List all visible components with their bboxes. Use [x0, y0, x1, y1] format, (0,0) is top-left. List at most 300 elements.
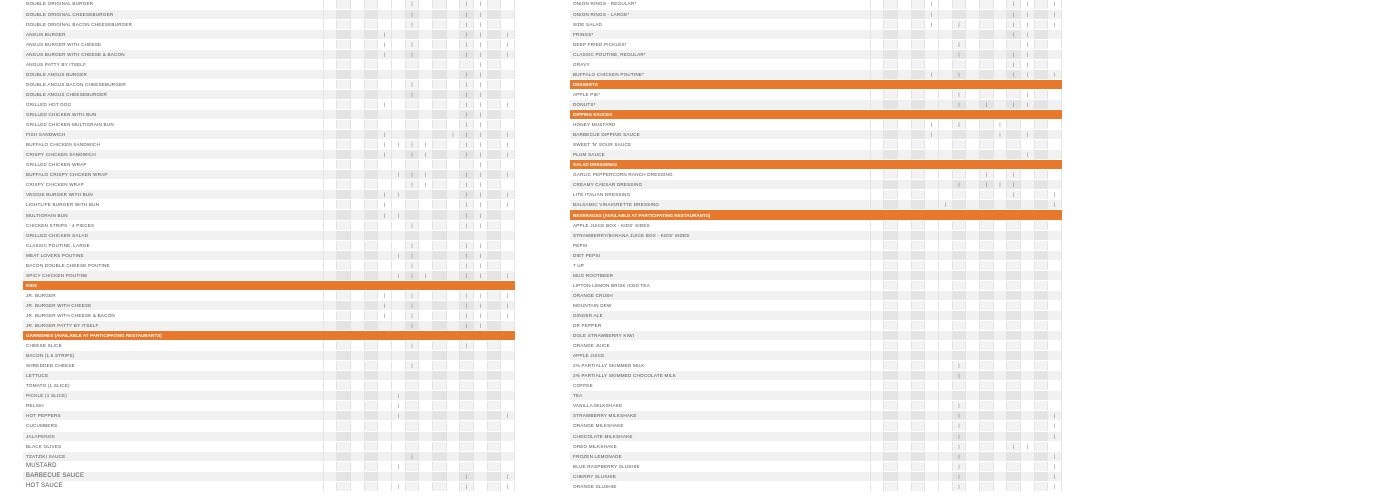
- allergen-cell: [1021, 381, 1035, 391]
- allergen-cell: [966, 39, 980, 49]
- allergen-cell: [446, 69, 460, 79]
- allergen-cell: [419, 0, 433, 9]
- allergen-cell: [1021, 351, 1035, 361]
- allergen-cell: [870, 89, 884, 99]
- allergen-cell: [446, 461, 460, 471]
- allergen-cell: [911, 260, 925, 270]
- allergen-cell: [474, 371, 488, 381]
- allergen-cell: [350, 150, 364, 160]
- allergen-cell: [378, 19, 392, 29]
- allergen-cell: [1007, 391, 1021, 401]
- allergen-cell: [433, 260, 447, 270]
- allergen-cell: [980, 120, 994, 130]
- allergen-cell: [391, 240, 405, 250]
- allergen-cell: [884, 451, 898, 461]
- allergen-mark: |: [474, 29, 488, 39]
- allergen-cell: [350, 411, 364, 421]
- allergen-cell: [1021, 230, 1035, 240]
- allergen-cell: [323, 371, 337, 381]
- allergen-cell: [1021, 200, 1035, 210]
- allergen-cell: [501, 230, 515, 240]
- allergen-cell: [501, 9, 515, 19]
- allergen-cell: [350, 0, 364, 9]
- allergen-cell: [952, 200, 966, 210]
- allergen-cell: [474, 401, 488, 411]
- allergen-cell: [938, 260, 952, 270]
- allergen-cell: [446, 250, 460, 260]
- allergen-cell: [337, 381, 351, 391]
- allergen-cell: [966, 341, 980, 351]
- allergen-cell: [925, 401, 939, 411]
- allergen-cell: [350, 260, 364, 270]
- allergen-cell: [925, 421, 939, 431]
- allergen-cell: [980, 310, 994, 320]
- allergen-cell: [446, 110, 460, 120]
- allergen-mark: |: [501, 471, 515, 481]
- allergen-cell: [323, 321, 337, 331]
- allergen-cell: [337, 461, 351, 471]
- menu-item-name: MEAT LOVERS POUTINE: [23, 250, 323, 260]
- allergen-cell: [1007, 351, 1021, 361]
- allergen-cell: [350, 471, 364, 481]
- allergen-cell: [1021, 391, 1035, 401]
- allergen-cell: [487, 140, 501, 150]
- allergen-cell: [474, 481, 488, 491]
- allergen-cell: [419, 431, 433, 441]
- allergen-cell: [350, 250, 364, 260]
- allergen-cell: [433, 351, 447, 361]
- allergen-mark: |: [925, 19, 939, 29]
- allergen-cell: [337, 240, 351, 250]
- menu-item-name: ONION RINGS - LARGE*: [570, 9, 870, 19]
- menu-item-name: BLACK OLIVES: [23, 441, 323, 451]
- allergen-cell: [1048, 220, 1062, 230]
- allergen-mark: |: [405, 240, 419, 250]
- allergen-cell: [323, 411, 337, 421]
- table-row: [570, 310, 1062, 320]
- table-row: [570, 371, 1062, 381]
- table-row: [23, 381, 515, 391]
- menu-item-name: GRILLED CHICKEN WITH BUN: [23, 110, 323, 120]
- allergen-cell: [337, 150, 351, 160]
- allergen-cell: [1007, 270, 1021, 280]
- allergen-mark: |: [1021, 89, 1035, 99]
- allergen-cell: [938, 230, 952, 240]
- allergen-cell: [966, 130, 980, 140]
- allergen-cell: [1034, 471, 1048, 481]
- allergen-cell: [897, 331, 911, 341]
- allergen-cell: [870, 321, 884, 331]
- allergen-cell: [487, 150, 501, 160]
- allergen-cell: [1048, 260, 1062, 270]
- allergen-cell: [487, 451, 501, 461]
- allergen-cell: [501, 110, 515, 120]
- allergen-mark: |: [952, 120, 966, 130]
- allergen-cell: [911, 391, 925, 401]
- allergen-cell: [433, 120, 447, 130]
- allergen-cell: [966, 431, 980, 441]
- allergen-mark: |: [460, 0, 474, 9]
- allergen-cell: [925, 321, 939, 331]
- allergen-cell: [364, 89, 378, 99]
- allergen-cell: [337, 391, 351, 401]
- allergen-cell: [323, 240, 337, 250]
- allergen-cell: [925, 411, 939, 421]
- allergen-cell: [980, 140, 994, 150]
- right-allergen-table: [570, 0, 1062, 492]
- allergen-cell: [980, 300, 994, 310]
- allergen-cell: [1007, 310, 1021, 320]
- allergen-mark: |: [501, 99, 515, 109]
- allergen-cell: [337, 300, 351, 310]
- allergen-cell: [364, 260, 378, 270]
- menu-item-name: OREO MILKSHAKE: [570, 441, 870, 451]
- allergen-cell: [897, 321, 911, 331]
- allergen-cell: [925, 391, 939, 401]
- table-row: [23, 441, 515, 451]
- menu-item-name: BACON DOUBLE CHEESE POUTINE: [23, 260, 323, 270]
- allergen-mark: |: [405, 270, 419, 280]
- allergen-mark: |: [405, 140, 419, 150]
- allergen-cell: [446, 19, 460, 29]
- allergen-cell: [911, 300, 925, 310]
- allergen-cell: [364, 130, 378, 140]
- table-row: [23, 150, 515, 160]
- allergen-cell: [391, 59, 405, 69]
- allergen-cell: [378, 401, 392, 411]
- table-row: [23, 260, 515, 270]
- allergen-cell: [911, 140, 925, 150]
- allergen-cell: [993, 321, 1007, 331]
- allergen-cell: [993, 230, 1007, 240]
- table-row: [570, 391, 1062, 401]
- allergen-cell: [980, 280, 994, 290]
- allergen-cell: [911, 200, 925, 210]
- allergen-cell: [938, 391, 952, 401]
- menu-item-name: VEGGIE BURGER WITH BUN: [23, 190, 323, 200]
- allergen-cell: [419, 160, 433, 170]
- allergen-cell: [364, 190, 378, 200]
- table-row: [570, 381, 1062, 391]
- menu-item-name: LETTUCE: [23, 371, 323, 381]
- allergen-cell: [925, 371, 939, 381]
- allergen-cell: [378, 260, 392, 270]
- allergen-cell: [364, 39, 378, 49]
- allergen-cell: [474, 341, 488, 351]
- allergen-mark: |: [419, 140, 433, 150]
- allergen-cell: [350, 69, 364, 79]
- allergen-cell: [378, 431, 392, 441]
- allergen-cell: [911, 401, 925, 411]
- table-row: [23, 481, 515, 491]
- menu-item-name: BARBECUE DIPPING SAUCE: [570, 130, 870, 140]
- allergen-cell: [938, 461, 952, 471]
- allergen-cell: [1048, 150, 1062, 160]
- allergen-cell: [446, 160, 460, 170]
- allergen-cell: [952, 260, 966, 270]
- allergen-cell: [501, 401, 515, 411]
- menu-item-name: PICKLE (1 SLICE): [23, 391, 323, 401]
- allergen-cell: [870, 371, 884, 381]
- allergen-cell: [1007, 421, 1021, 431]
- allergen-cell: [323, 140, 337, 150]
- allergen-mark: |: [993, 180, 1007, 190]
- allergen-mark: |: [460, 29, 474, 39]
- allergen-cell: [433, 210, 447, 220]
- allergen-mark: |: [405, 79, 419, 89]
- allergen-cell: [911, 29, 925, 39]
- allergen-cell: [364, 401, 378, 411]
- allergen-cell: [938, 481, 952, 491]
- allergen-cell: [474, 411, 488, 421]
- allergen-cell: [1034, 300, 1048, 310]
- allergen-cell: [419, 481, 433, 491]
- menu-item-name: CUCUMBERS: [23, 421, 323, 431]
- allergen-cell: [884, 120, 898, 130]
- allergen-cell: [884, 411, 898, 421]
- allergen-cell: [350, 421, 364, 431]
- table-row: [23, 130, 515, 140]
- allergen-cell: [323, 79, 337, 89]
- allergen-cell: [337, 0, 351, 9]
- allergen-mark: |: [460, 220, 474, 230]
- allergen-cell: [966, 150, 980, 160]
- allergen-mark: |: [474, 59, 488, 69]
- allergen-cell: [993, 220, 1007, 230]
- allergen-cell: [419, 49, 433, 59]
- allergen-cell: [897, 19, 911, 29]
- table-row: [570, 190, 1062, 200]
- allergen-cell: [460, 431, 474, 441]
- allergen-cell: [911, 9, 925, 19]
- allergen-cell: [925, 441, 939, 451]
- allergen-cell: [966, 371, 980, 381]
- allergen-mark: |: [391, 401, 405, 411]
- allergen-cell: [1034, 280, 1048, 290]
- allergen-mark: |: [474, 9, 488, 19]
- allergen-cell: [870, 69, 884, 79]
- allergen-cell: [337, 321, 351, 331]
- allergen-cell: [925, 99, 939, 109]
- menu-item-name: APPLE JUICE: [570, 351, 870, 361]
- allergen-cell: [1021, 240, 1035, 250]
- section-title: BEVERAGES (AVAILABLE AT PARTICIPATING RESTAURANTS): [570, 210, 1062, 220]
- allergen-cell: [364, 300, 378, 310]
- allergen-cell: [501, 260, 515, 270]
- table-row: [570, 0, 1062, 9]
- allergen-cell: [501, 381, 515, 391]
- allergen-mark: |: [952, 49, 966, 59]
- allergen-cell: [870, 351, 884, 361]
- allergen-mark: |: [391, 411, 405, 421]
- allergen-cell: [952, 190, 966, 200]
- allergen-cell: [1021, 260, 1035, 270]
- allergen-cell: [364, 99, 378, 109]
- table-row: [570, 180, 1062, 190]
- menu-item-name: CHICKEN STRIPS - 4 PIECES: [23, 220, 323, 230]
- allergen-mark: |: [391, 140, 405, 150]
- allergen-mark: |: [952, 401, 966, 411]
- menu-item-name: TEA: [570, 391, 870, 401]
- allergen-cell: [391, 220, 405, 230]
- allergen-cell: [446, 39, 460, 49]
- table-row: [23, 230, 515, 240]
- allergen-cell: [911, 481, 925, 491]
- allergen-cell: [323, 290, 337, 300]
- allergen-mark: |: [391, 391, 405, 401]
- allergen-cell: [501, 19, 515, 29]
- allergen-mark: |: [1007, 170, 1021, 180]
- allergen-cell: [884, 371, 898, 381]
- allergen-cell: [884, 441, 898, 451]
- allergen-cell: [897, 9, 911, 19]
- allergen-cell: [391, 471, 405, 481]
- menu-item-name: DOUBLE ORIGINAL BACON CHEESEBURGER: [23, 19, 323, 29]
- allergen-cell: [993, 280, 1007, 290]
- allergen-cell: [446, 260, 460, 270]
- allergen-cell: [323, 120, 337, 130]
- allergen-cell: [364, 381, 378, 391]
- allergen-cell: [1048, 39, 1062, 49]
- allergen-cell: [911, 89, 925, 99]
- allergen-cell: [870, 300, 884, 310]
- allergen-cell: [897, 49, 911, 59]
- allergen-cell: [966, 19, 980, 29]
- allergen-mark: |: [925, 120, 939, 130]
- allergen-cell: [993, 481, 1007, 491]
- allergen-cell: [884, 180, 898, 190]
- menu-item-name: LIPTON LEMON BRISK ICED TEA: [570, 280, 870, 290]
- allergen-cell: [884, 270, 898, 280]
- allergen-cell: [1021, 270, 1035, 280]
- allergen-cell: [1034, 220, 1048, 230]
- allergen-mark: |: [474, 99, 488, 109]
- allergen-cell: [391, 421, 405, 431]
- allergen-mark: |: [1007, 19, 1021, 29]
- allergen-cell: [993, 431, 1007, 441]
- allergen-mark: |: [474, 89, 488, 99]
- allergen-cell: [897, 411, 911, 421]
- allergen-cell: [925, 170, 939, 180]
- allergen-cell: [364, 361, 378, 371]
- allergen-cell: [337, 190, 351, 200]
- allergen-cell: [433, 0, 447, 9]
- table-row: [570, 240, 1062, 250]
- allergen-mark: |: [405, 321, 419, 331]
- table-row: [23, 411, 515, 421]
- allergen-mark: |: [1021, 29, 1035, 39]
- table-row: [23, 180, 515, 190]
- allergen-cell: [938, 49, 952, 59]
- allergen-cell: [433, 130, 447, 140]
- allergen-cell: [419, 421, 433, 431]
- allergen-cell: [938, 250, 952, 260]
- allergen-cell: [911, 69, 925, 79]
- allergen-cell: [501, 180, 515, 190]
- allergen-cell: [993, 351, 1007, 361]
- allergen-cell: [433, 200, 447, 210]
- allergen-cell: [993, 59, 1007, 69]
- allergen-cell: [884, 471, 898, 481]
- allergen-cell: [911, 431, 925, 441]
- allergen-mark: |: [391, 250, 405, 260]
- allergen-cell: [897, 471, 911, 481]
- allergen-mark: |: [1048, 411, 1062, 421]
- allergen-cell: [966, 351, 980, 361]
- menu-item-name: APPLE JUICE BOX - KIDS' SIDES: [570, 220, 870, 230]
- allergen-mark: |: [474, 180, 488, 190]
- allergen-cell: [980, 451, 994, 461]
- allergen-cell: [323, 401, 337, 411]
- allergen-cell: [870, 240, 884, 250]
- allergen-cell: [323, 0, 337, 9]
- allergen-mark: |: [391, 190, 405, 200]
- allergen-cell: [337, 220, 351, 230]
- allergen-mark: |: [460, 290, 474, 300]
- allergen-cell: [897, 140, 911, 150]
- allergen-cell: [938, 170, 952, 180]
- allergen-cell: [952, 140, 966, 150]
- allergen-cell: [980, 200, 994, 210]
- section-title: SALAD DRESSINGS: [570, 160, 1062, 170]
- allergen-cell: [419, 290, 433, 300]
- table-row: [23, 310, 515, 320]
- allergen-cell: [323, 170, 337, 180]
- allergen-cell: [419, 220, 433, 230]
- table-row: [23, 9, 515, 19]
- menu-item-name: HOT PEPPERS: [23, 411, 323, 421]
- allergen-cell: [323, 9, 337, 19]
- allergen-cell: [1021, 310, 1035, 320]
- menu-item-name: LITE ITALIAN DRESSING: [570, 190, 870, 200]
- allergen-cell: [350, 371, 364, 381]
- allergen-mark: |: [474, 290, 488, 300]
- allergen-cell: [501, 250, 515, 260]
- allergen-cell: [1034, 421, 1048, 431]
- allergen-cell: [911, 19, 925, 29]
- allergen-cell: [433, 300, 447, 310]
- allergen-mark: |: [925, 130, 939, 140]
- allergen-cell: [460, 361, 474, 371]
- allergen-cell: [433, 79, 447, 89]
- allergen-cell: [378, 89, 392, 99]
- allergen-cell: [952, 310, 966, 320]
- allergen-cell: [993, 89, 1007, 99]
- allergen-mark: |: [1048, 200, 1062, 210]
- allergen-cell: [1048, 230, 1062, 240]
- allergen-cell: [1034, 290, 1048, 300]
- allergen-cell: [378, 110, 392, 120]
- allergen-mark: |: [460, 250, 474, 260]
- allergen-cell: [378, 471, 392, 481]
- allergen-mark: |: [474, 140, 488, 150]
- allergen-cell: [980, 391, 994, 401]
- allergen-cell: [419, 89, 433, 99]
- allergen-cell: [446, 401, 460, 411]
- allergen-cell: [870, 391, 884, 401]
- allergen-cell: [350, 140, 364, 150]
- allergen-mark: |: [1007, 29, 1021, 39]
- section-header: [23, 331, 515, 341]
- allergen-cell: [925, 260, 939, 270]
- allergen-cell: [487, 29, 501, 39]
- allergen-cell: [378, 120, 392, 130]
- section-header: [23, 280, 515, 290]
- allergen-mark: |: [460, 190, 474, 200]
- allergen-cell: [966, 260, 980, 270]
- allergen-cell: [433, 150, 447, 160]
- allergen-cell: [1034, 331, 1048, 341]
